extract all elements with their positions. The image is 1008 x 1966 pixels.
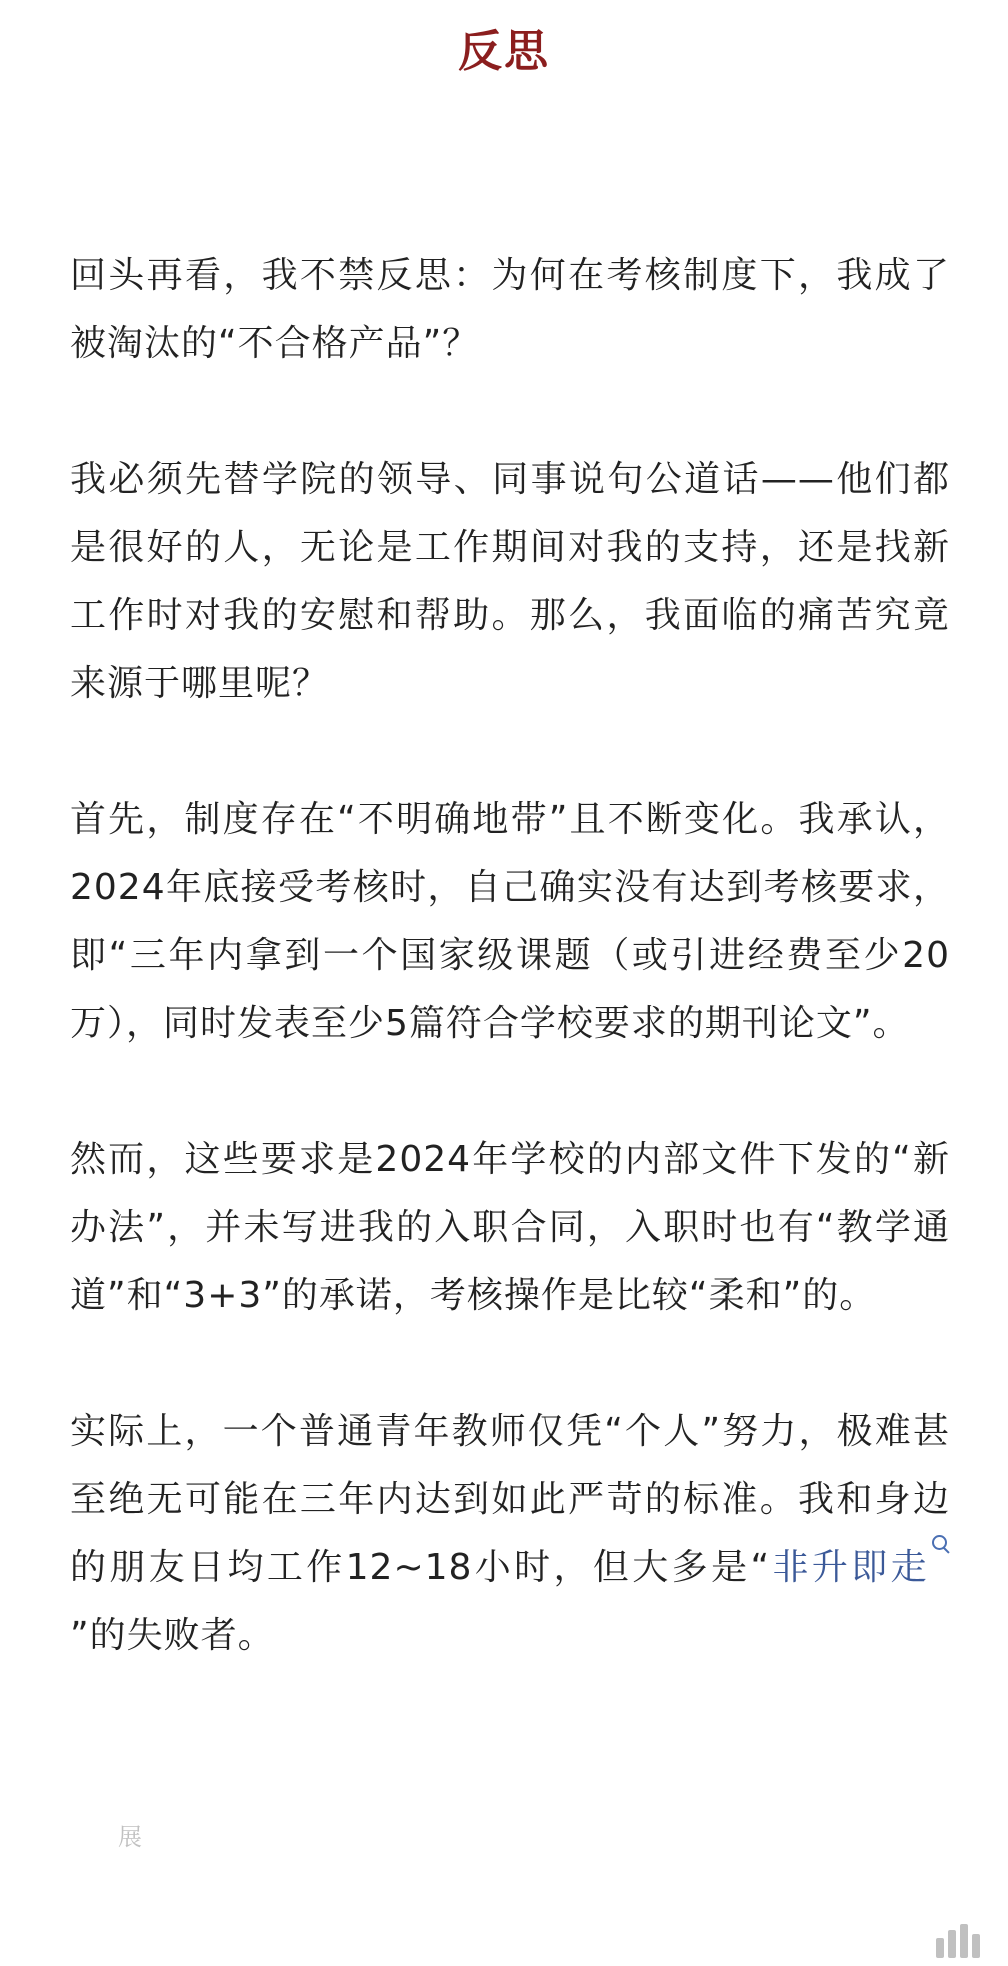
search-keyword-link[interactable]: 非升即走 — [770, 1547, 930, 1588]
paragraph-1: 回头再看，我不禁反思：为何在考核制度下，我成了被淘汰的“不合格产品”？ — [70, 255, 950, 364]
corner-watermark-bar — [972, 1934, 980, 1958]
paragraph-2: 我必须先替学院的领导、同事说句公道话——他们都是很好的人，无论是工作期间对我的支持，还是找新工作时对我的安慰和帮助。那么，我面临的痛苦究竟来源于哪里呢？ — [70, 459, 950, 704]
corner-watermark-icon — [936, 1924, 996, 1958]
article-body — [70, 242, 950, 1738]
paragraph-5-text-before: 实际上，一个普通青年教师仅凭“个人”努力，极难甚至绝无可能在三年内达到如此严苛的标准。我和身边的朋友日均工作12~18小时，但大多是“ — [70, 1411, 950, 1588]
paragraph-3: 首先，制度存在“不明确地带”且不断变化。我承认，2024年底接受考核时，自己确实没有达到考核要求，即“三年内拿到一个国家级课题（或引进经费至少20万），同时发表至少5篇符合学校要求的期刊论文”。 — [70, 799, 950, 1044]
search-icon[interactable] — [932, 1535, 950, 1553]
section-title: 反思 — [458, 26, 550, 77]
paragraph-5-text-after: ”的失败者。 — [70, 1615, 275, 1656]
corner-watermark-bar — [960, 1924, 968, 1958]
paragraph-4: 然而，这些要求是2024年学校的内部文件下发的“新办法”，并未写进我的入职合同，入职时也有“教学通道”和“3+3”的承诺，考核操作是比较“柔和”的。 — [70, 1139, 950, 1316]
corner-watermark-bar — [948, 1930, 956, 1958]
paragraph-5 — [70, 1398, 950, 1670]
corner-watermark-bar — [936, 1938, 944, 1958]
watermark: 展 — [118, 1823, 142, 1851]
